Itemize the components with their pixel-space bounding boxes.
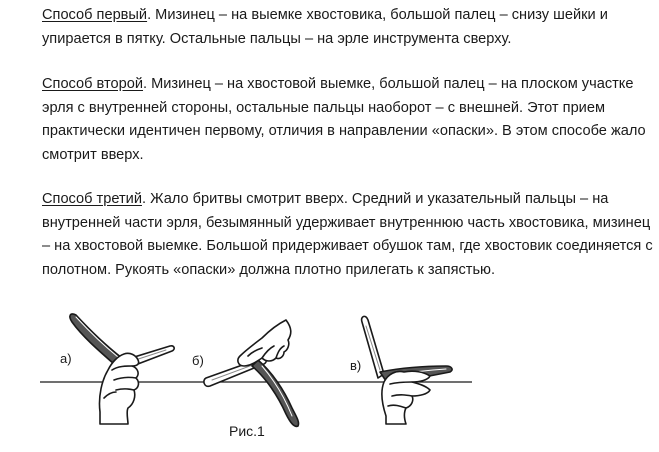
figure-label-b: б) — [192, 353, 204, 368]
method-3-text: . Жало бритвы смотрит вверх. Средний и указательный пальцы – на внутренней части эрля, безымянный удерживает внутреннюю часть хвостовика, мизинец – на хвостовой выемке. Большой придерживает обушок там, где хвостовик соединяется с полотном. Рукоять «опаски» должна плотно прилегать к запястью. — [42, 191, 653, 278]
razor-grip-figure — [0, 300, 659, 447]
paragraph-method-1 — [42, 4, 654, 51]
method-1-heading: Способ первый — [42, 7, 148, 23]
method-1-text: . Мизинец – на выемке хвостовика, большой палец – снизу шейки и упирается в пятку. Остальные пальцы – на эрле инструмента сверху. — [42, 7, 608, 47]
method-2-heading: Способ второй — [42, 76, 144, 92]
grip-a-illustration — [70, 314, 174, 424]
grip-c-illustration — [362, 316, 452, 424]
paragraph-method-3 — [42, 188, 654, 282]
figure-label-c: в) — [350, 358, 362, 373]
razor-grip-illustration — [0, 300, 659, 447]
method-2-text: . Мизинец – на хвостовой выемке, большой палец – на плоском участке эрля с внутренней стороны, остальные пальцы наоборот – с внешней. Этот прием практически идентичен первому, отличия в направлении «опаски». В этом способе жало смотрит вверх. — [42, 76, 646, 163]
figure-label-a: а) — [60, 351, 72, 366]
method-3-heading: Способ третий — [42, 191, 142, 207]
figure-caption: Рис.1 — [229, 423, 265, 439]
grip-b-illustration — [204, 320, 299, 426]
paragraph-method-2 — [42, 73, 654, 167]
